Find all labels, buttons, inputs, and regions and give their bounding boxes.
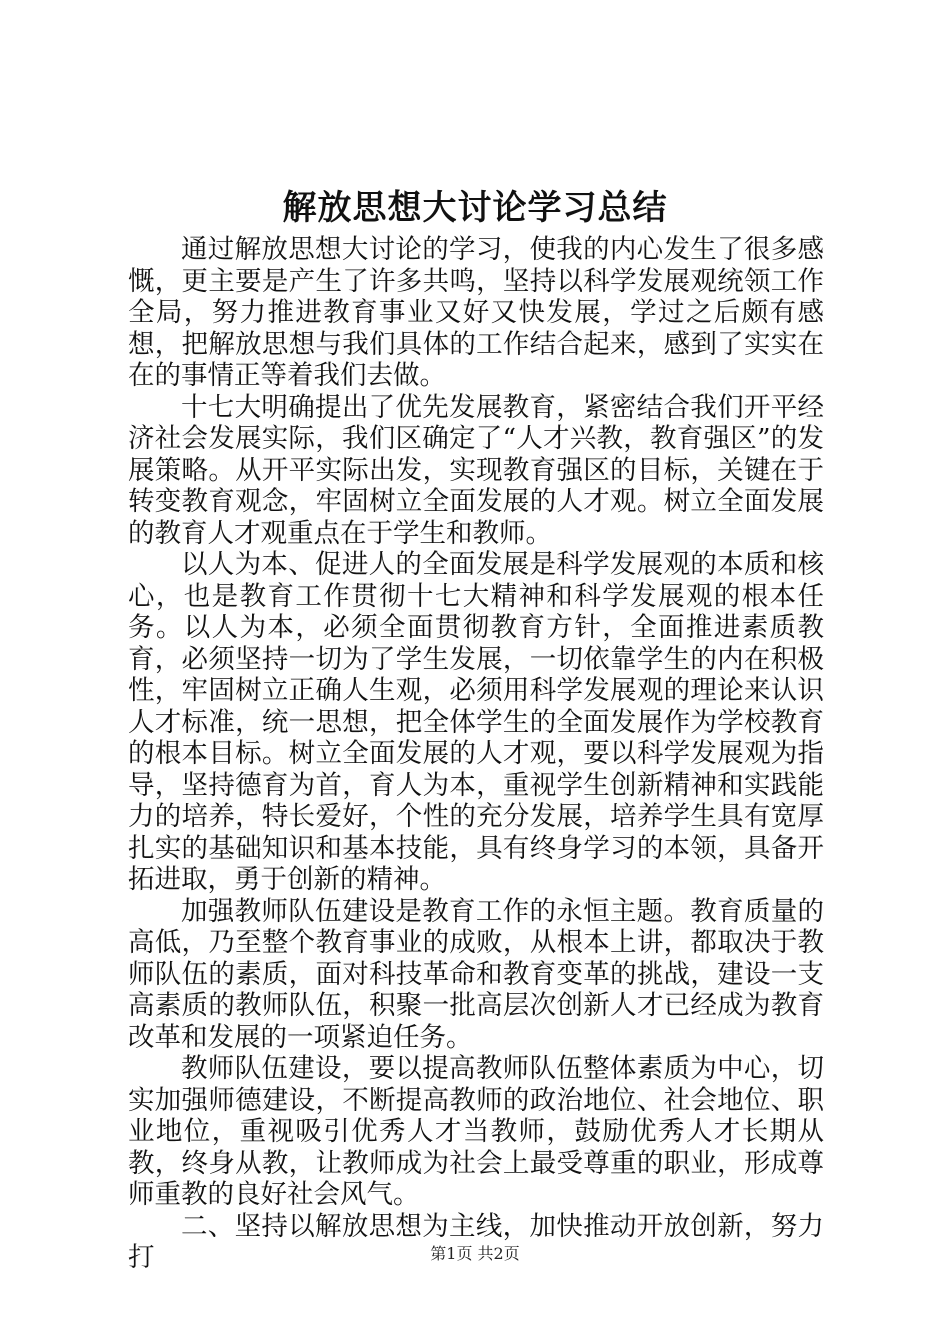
page-number-footer: 第1页 共2页: [430, 1244, 520, 1263]
document-body: [128, 234, 824, 1274]
paragraph: 教师队伍建设，要以提高教师队伍整体素质为中心，切实加强师德建设，不断提高教师的政治地位、社会地位、职业地位，重视吸引优秀人才当教师，鼓励优秀人才长期从教，终身从教，让教师成为社会上最受尊重的职业，形成尊师重教的良好社会风气。: [128, 1053, 824, 1210]
paragraph: 加强教师队伍建设是教育工作的永恒主题。教育质量的高低，乃至整个教育事业的成败，从根本上讲，都取决于教师队伍的素质，面对科技革命和教育变革的挑战，建设一支高素质的教师队伍，积聚一批高层次创新人才已经成为教育改革和发展的一项紧迫任务。: [128, 895, 824, 1053]
paragraph: 通过解放思想大讨论的学习，使我的内心发生了很多感慨，更主要是产生了许多共鸣，坚持以科学发展观统领工作全局，努力推进教育事业又好又快发展，学过之后颇有感想，把解放思想与我们具体的工作结合起来，感到了实实在在的事情正等着我们去做。: [128, 234, 824, 391]
paragraph: 以人为本、促进人的全面发展是科学发展观的本质和核心，也是教育工作贯彻十七大精神和科学发展观的根本任务。以人为本，必须全面贯彻教育方针，全面推进素质教育，必须坚持一切为了学生发展，一切依靠学生的内在积极性，牢固树立正确人生观，必须用科学发展观的理论来认识人才标准，统一思想，把全体学生的全面发展作为学校教育的根本目标。树立全面发展的人才观，要以科学发展观为指导，坚持德育为首，育人为本，重视学生创新精神和实践能力的培养，特长爱好，个性的充分发展，培养学生具有宽厚扎实的基础知识和基本技能，具有终身学习的本领，具备开拓进取，勇于创新的精神。: [128, 549, 824, 895]
paragraph: 二、坚持以解放思想为主线，加快推动开放创新，努力打: [128, 1210, 824, 1273]
document-title: 解放思想大讨论学习总结: [282, 188, 668, 228]
paragraph: 十七大明确提出了优先发展教育，紧密结合我们开平经济社会发展实际，我们区确定了“人才兴教，教育强区”的发展策略。从开平实际出发，实现教育强区的目标，关键在于转变教育观念，牢固树立全面发展的人才观。树立全面发展的教育人才观重点在于学生和教师。: [128, 391, 824, 549]
